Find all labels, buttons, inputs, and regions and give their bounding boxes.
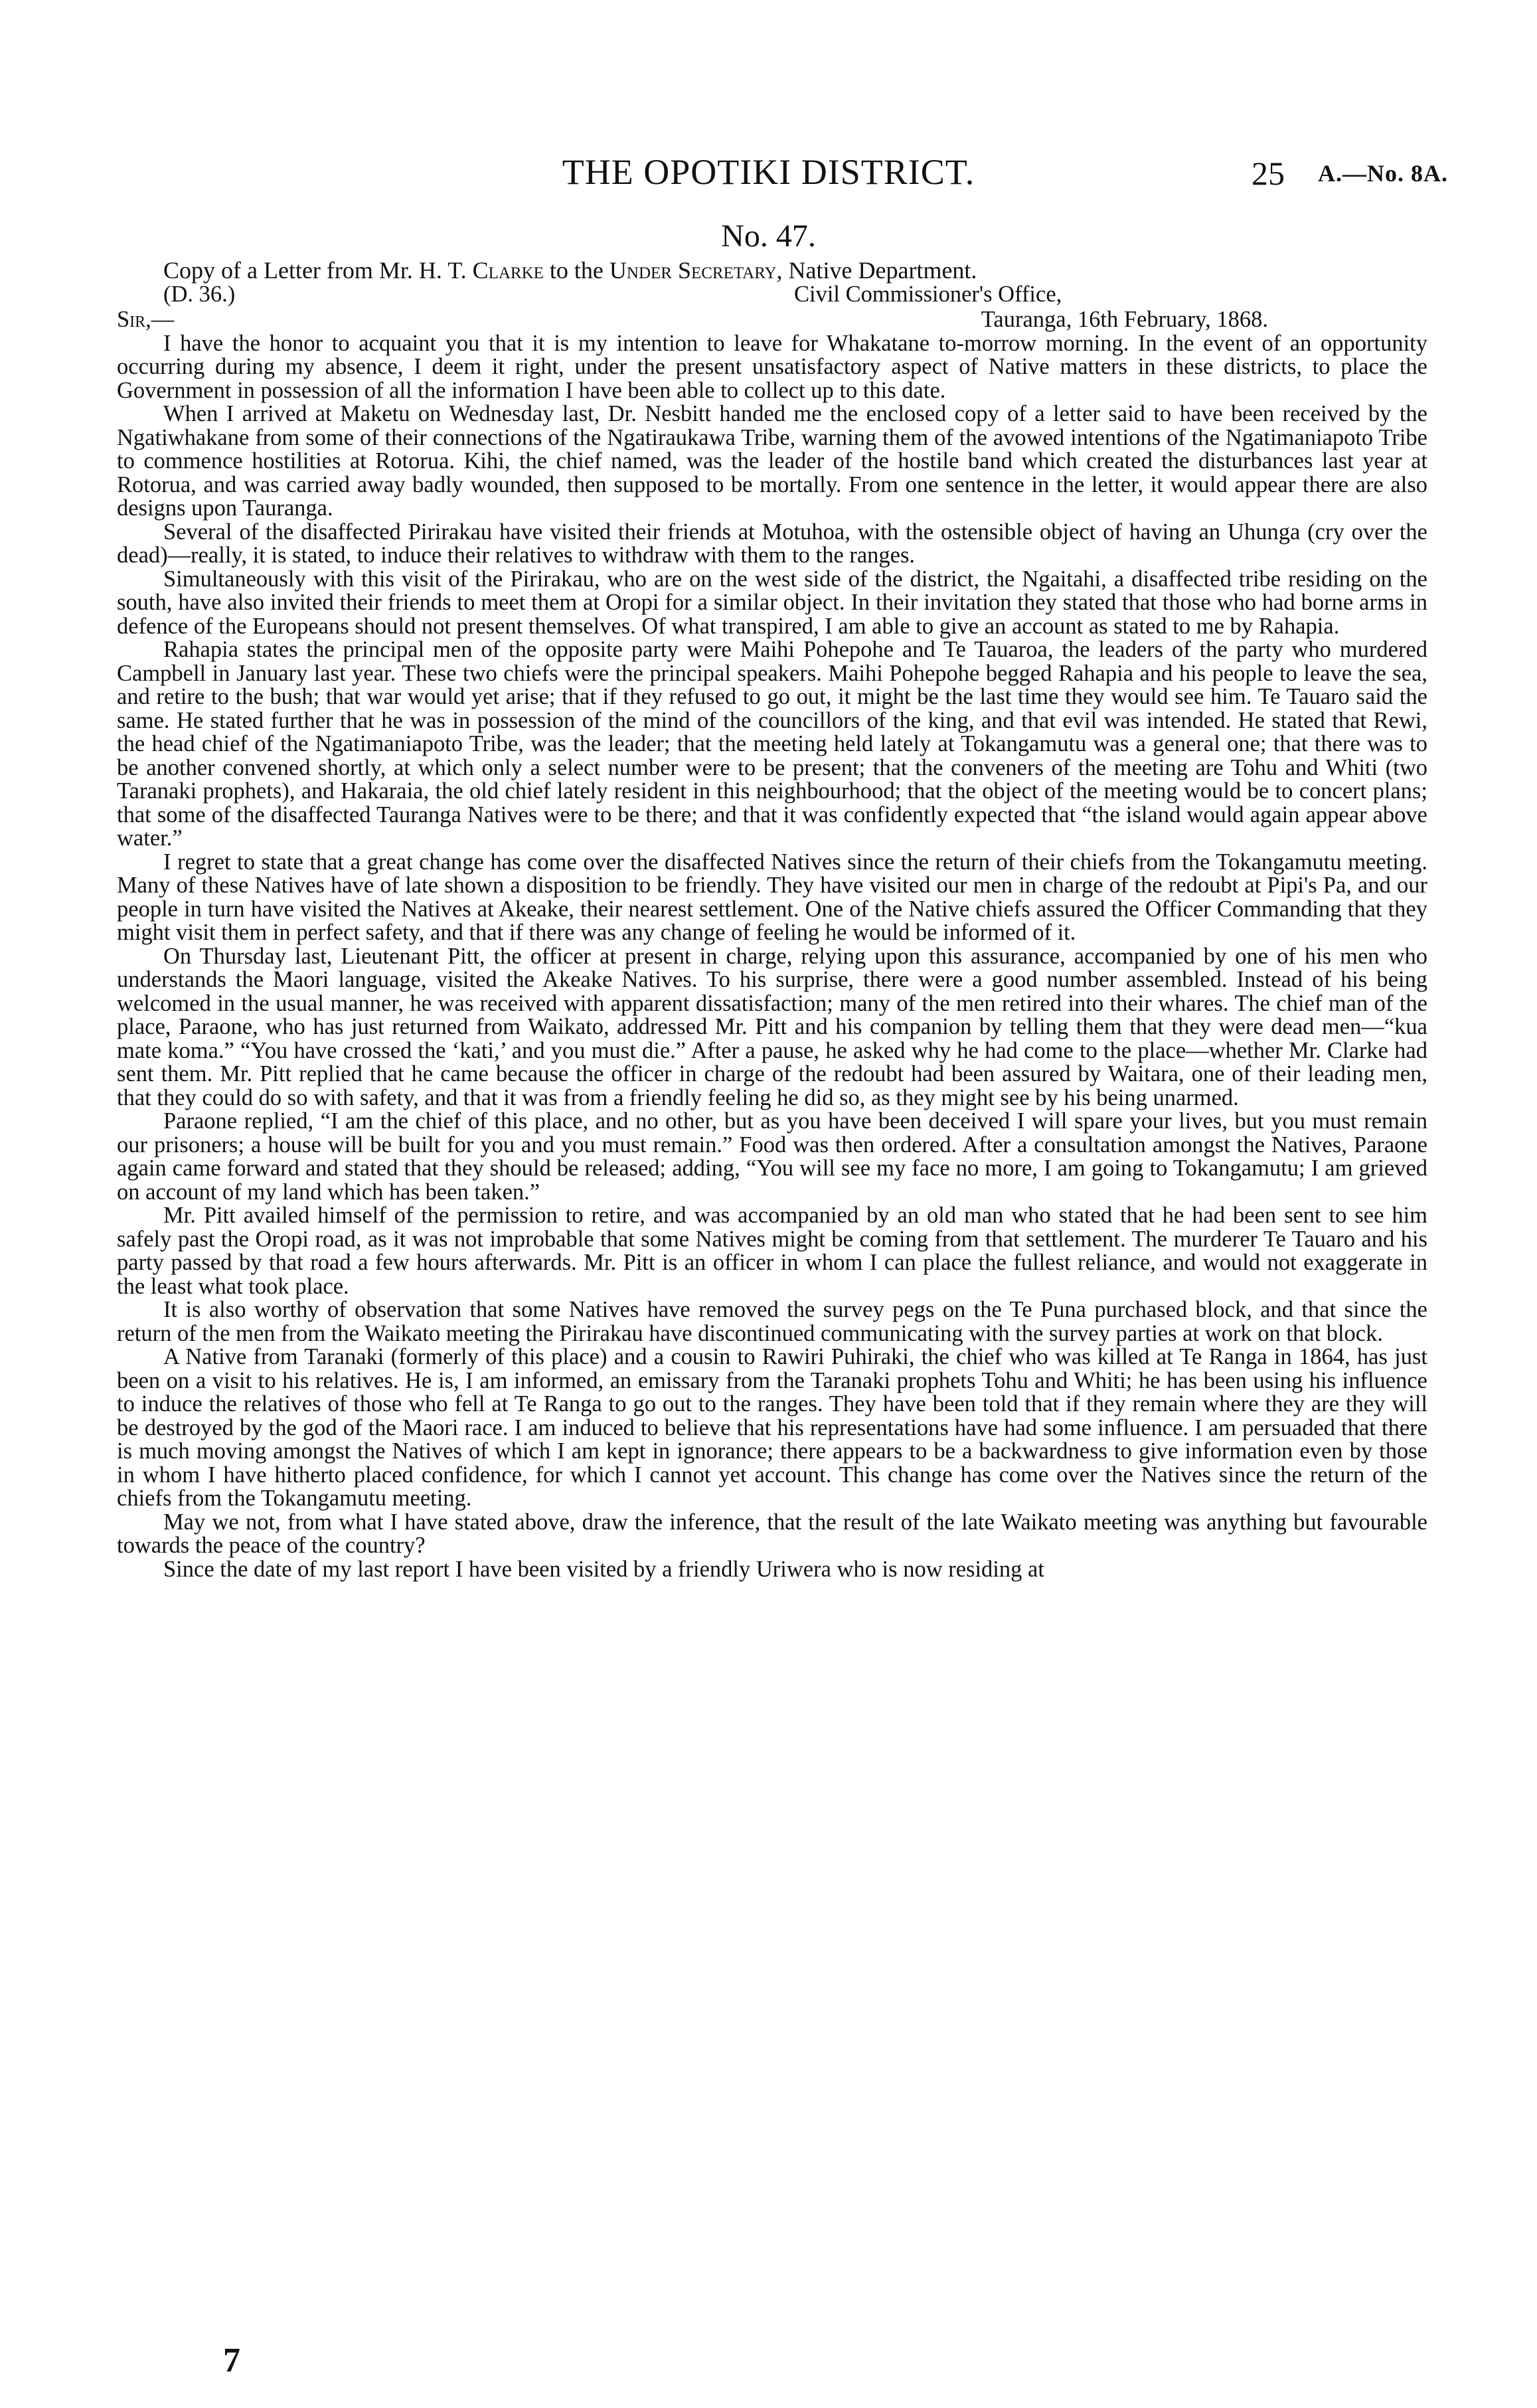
page-number: 25 (1252, 155, 1285, 192)
paragraph: Simultaneously with this visit of the Pirirakau, who are on the west side of the district, the Ngaitahi, a disaffected tribe residing on the south, have also invited their friends to meet them at Oropi for a similar object. In their invitation they stated that those who had borne arms in defence of the Europeans should not present themselves. Of what transpired, I am able to give an account as stated to me by Rahapia. (117, 566, 1427, 639)
letter-meta (117, 283, 1427, 308)
letter-caption (117, 259, 1427, 283)
place-date: Tauranga, 16th February, 1868. (981, 306, 1268, 332)
paragraph: I have the honor to acquaint you that it is my intention to leave for Whakatane to-morrow morning. In the event of an opportunity occurring during my absence, I deem it right, under the present unsatisfactory aspect of Native matters in these districts, to place the Government in possession of all the information I have been able to collect up to this date. (117, 330, 1427, 403)
paragraph: A Native from Taranaki (formerly of this place) and a cousin to Rawiri Puhiraki, the chief who was killed at Te Ranga in 1864, has just been on a visit to his relatives. He is, I am informed, an emissary from the Taranaki prophets Tohu and Whiti; he has been using his influence to induce the relatives of those who fell at Te Ranga to go out to the ranges. They have been told that if they remain where they are they will be destroyed by the god of the Maori race. I am induced to believe that his representations have had some influence. I am persuaded that there is much moving amongst the Natives of which I am kept in ignorance; there appears to be a backwardness to give information even by those in whom I have hitherto placed confidence, for which I cannot yet account. This change has come over the Natives since the return of the chiefs from the Tokangamutu meeting. (117, 1344, 1427, 1511)
paragraph: May we not, from what I have stated above, draw the inference, that the result of the late Waikato meeting was anything but favourable towards the peace of the country? (117, 1509, 1427, 1558)
paragraph: It is also worthy of observation that some Natives have removed the survey pegs on the Te Puna purchased block, and that since the return of the men from the Waikato meeting the Pirirakau have discontinued communicating with the survey parties at work on that block. (117, 1297, 1427, 1346)
paragraph: When I arrived at Maketu on Wednesday last, Dr. Nesbitt handed me the enclosed copy of a letter said to have been received by the Ngatiwhakane from some of their connections of the Ngatiraukawa Tribe, warning them of the avowed intentions of the Ngatimaniapoto Tribe to commence hostilities at Rotorua. Kihi, the chief named, was the leader of the hostile band which created the disturbances last year at Rotorua, and was carried away badly wounded, then supposed to be mortally. From one sentence in the letter, it would appear there are also designs upon Tauranga. (117, 401, 1427, 521)
caption-suffix: , Native Department. (776, 257, 977, 284)
document-reference: A.—No. 8A. (1318, 160, 1448, 187)
salutation-row (117, 308, 1427, 332)
caption-middle: to the (543, 257, 609, 284)
paragraph: Mr. Pitt availed himself of the permission to retire, and was accompanied by an old man who stated that he had been sent to see him safely past the Oropi road, as it was not improbable that some Natives might be coming from that settlement. The murderer Te Tauaro and his party passed by that road a few hours afterwards. Mr. Pitt is an officer in whom I can place the fullest reliance, and would not exaggerate in the least what took place. (117, 1203, 1427, 1299)
salutation: Sir,— (117, 306, 175, 332)
paragraph: Since the date of my last report I have been visited by a friendly Uriwera who is now residing at (163, 1556, 1044, 1582)
letter-body (117, 259, 1427, 1581)
reference-code: (D. 36.) (163, 281, 236, 307)
paragraph: Several of the disaffected Pirirakau have visited their friends at Motuhoa, with the ostensible object of having an Uhunga (cry over the dead)—really, it is stated, to induce their relatives to withdraw with them to the ranges. (117, 519, 1427, 568)
paragraph: Rahapia states the principal men of the opposite party were Maihi Pohepohe and Te Tauaroa, the leaders of the party who murdered Campbell in January last year. These two chiefs were the principal speakers. Maihi Pohepohe begged Rahapia and his people to leave the sea, and retire to the bush; that war would yet arise; that if they refused to go out, it might be the last time they would see him. Te Tauaro said the same. He stated further that he was in possession of the mind of the councillors of the king, and that evil was intended. He stated that Rewi, the head chief of the Ngatimaniapoto Tribe, was the leader; that the meeting held lately at Tokangamutu was a general one; that there was to be another convened shortly, at which only a select number were to be present; that the conveners of the meeting are Tohu and Whiti (two Taranaki prophets), and Hakaraia, the old chief lately resident in this neighbourhood; that the object of the meeting would be to concert plans; that some of the disaffected Tauranga Natives were to be there; and that it was confidently expected that “the island would again appear above water.” (117, 637, 1427, 851)
running-title: THE OPOTIKI DISTRICT. (562, 152, 975, 192)
caption-recipient: Under Secretary (609, 257, 777, 284)
page-header (0, 151, 1537, 198)
signature-mark: 7 (223, 2342, 240, 2379)
caption-prefix: Copy of a Letter from Mr. H. T. (163, 257, 473, 284)
paragraph: On Thursday last, Lieutenant Pitt, the officer at present in charge, relying upon this assurance, accompanied by one of his men who understands the Maori language, visited the Akeake Natives. To his surprise, there were a good number assembled. Instead of his being welcomed in the usual manner, he was received with apparent dissatisfaction; many of the men retired into their whares. The chief man of the place, Paraone, who has just returned from Waikato, addressed Mr. Pitt and his companion by telling them that they were dead men—“kua mate koma.” “You have crossed the ‘kati,’ and you must die.” After a pause, he asked why he had come to the place—whether Mr. Clarke had sent them. Mr. Pitt replied that he came because the officer in charge of the redoubt had been assured by Waitara, one of their leading men, that they could do so with safety, and that it was from a friendly feeling he did so, as they might see by his being unarmed. (117, 943, 1427, 1110)
paragraph: Paraone replied, “I am the chief of this place, and no other, but as you have been deceived I will spare your lives, but you must remain our prisoners; a house will be built for you and you must remain.” Food was then ordered. After a consultation amongst the Natives, Paraone again came forward and stated that they should be released; adding, “You will see my face no more, I am going to Tokangamutu; I am grieved on account of my land which has been taken.” (117, 1108, 1427, 1205)
document-number: No. 47. (721, 218, 816, 254)
paragraph: I regret to state that a great change has come over the disaffected Natives since the return of their chiefs from the Tokangamutu meeting. Many of these Natives have of late shown a disposition to be friendly. They have visited our men in charge of the redoubt at Pipi's Pa, and our people in turn have visited the Natives at Akeake, their nearest settlement. One of the Native chiefs assured the Officer Commanding that they might visit them in perfect safety, and that if there was any change of feeling he would be informed of it. (117, 849, 1427, 945)
office-line: Civil Commissioner's Office, (794, 281, 1062, 307)
caption-sender: Clarke (472, 257, 544, 284)
